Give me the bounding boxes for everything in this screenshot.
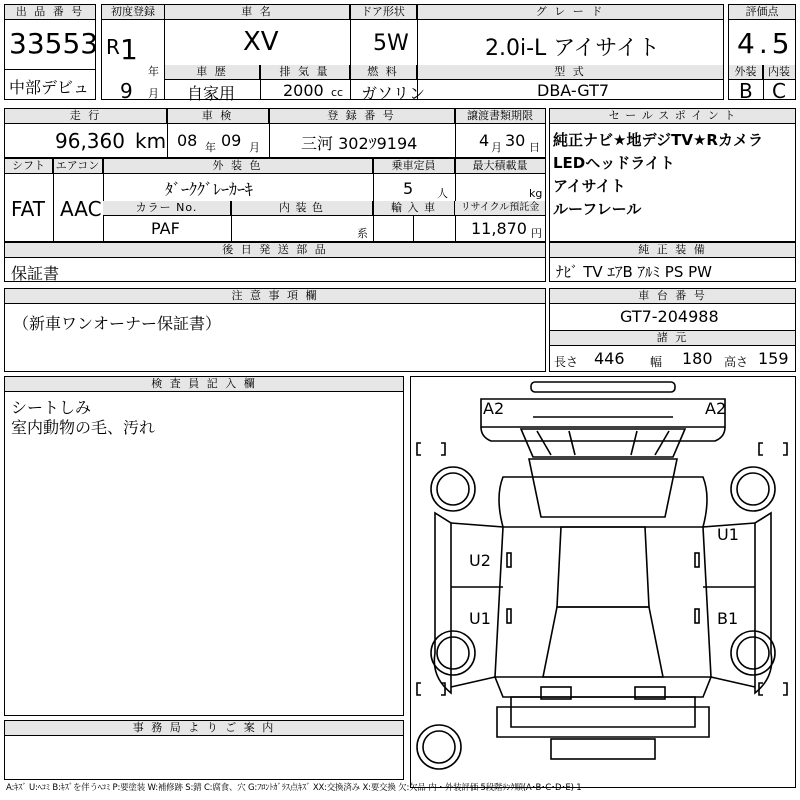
history: 自家用 (187, 84, 236, 103)
capacity-label: 乗車定員 (373, 159, 455, 174)
damage-mark-left-front-door: U2 (469, 551, 491, 570)
sales-points-box (549, 108, 796, 242)
damage-mark-left-rear-door: U1 (469, 609, 491, 628)
reg-year-unit: 年 (148, 65, 159, 78)
inspector-line-1: シートしみ (11, 398, 92, 417)
capacity-unit: 人 (437, 187, 448, 200)
equipment-box (549, 242, 796, 282)
notes-box (4, 288, 546, 372)
car-info-box (164, 4, 724, 103)
recycle-fee: 11,870 (471, 219, 527, 238)
plate-number: 三河 302ﾂ9194 (301, 134, 418, 153)
interior-score: C (772, 79, 786, 103)
listing-number-box (4, 4, 99, 100)
damage-mark-front-left: A2 (483, 399, 505, 418)
car-name: XV (243, 27, 279, 57)
chassis-box (549, 288, 796, 372)
interior-color-label: 内 装 色 (231, 201, 373, 216)
exterior-label: 外装 (729, 65, 763, 80)
office-box (4, 720, 404, 780)
damage-mark-front-right: A2 (705, 399, 727, 418)
mileage-unit: km (135, 129, 167, 153)
row3-box (4, 158, 546, 242)
exterior-score: B (739, 79, 753, 103)
sales-point-1: 純正ナビ★地デジTV★Rカメラ (553, 131, 763, 149)
length-value: 446 (594, 349, 625, 368)
displacement: 2000 (283, 81, 324, 100)
load-label: 最大積載量 (455, 159, 545, 174)
fuel-label: 燃 料 (350, 65, 417, 80)
venue: 中部デビュ (9, 78, 90, 97)
mileage-label: 走 行 (5, 109, 167, 124)
color-no-label: カラー No. (103, 201, 231, 216)
car-outline-svg (411, 377, 795, 787)
shift-label: シフト (5, 159, 53, 174)
car-name-label: 車 名 (165, 5, 350, 20)
sales-point-2: LEDヘッドライト (553, 154, 675, 172)
score-label: 評価点 (729, 5, 795, 20)
interior-label: 内装 (763, 65, 795, 80)
model: DBA-GT7 (537, 81, 610, 100)
load-unit: kg (529, 187, 543, 200)
inspection-month: 09 (221, 131, 242, 150)
model-label: 型 式 (417, 65, 723, 80)
inspection-month-unit: 月 (249, 141, 260, 154)
reg-month: 9 (120, 79, 133, 103)
first-reg-label: 初度登録 (102, 5, 164, 20)
plate-label: 登 録 番 号 (269, 109, 455, 124)
exterior-color: ﾀﾞｰｸｸﾞﾚｰｶｰｷ (165, 180, 254, 199)
listing-number: 33553 (9, 27, 99, 60)
equipment-value: ﾅﾋﾞ TV ｴｱB ｱﾙﾐ PS PW (556, 263, 712, 281)
inspector-line-2: 室内動物の毛、汚れ (11, 418, 156, 437)
notes-value: （新車ワンオーナー保証書） (13, 314, 222, 333)
notes-label: 注 意 事 項 欄 (5, 289, 545, 304)
transfer-day-unit: 日 (529, 141, 540, 154)
inspection-year: 08 (177, 131, 198, 150)
door-label: ドア形状 (350, 5, 417, 20)
parts-box (4, 242, 546, 282)
parts-label: 後 日 発 送 部 品 (5, 243, 545, 258)
listing-number-label: 出 品 番 号 (5, 5, 95, 20)
capacity: 5 (403, 179, 414, 198)
width-value: 180 (682, 349, 713, 368)
inspection-label: 車 検 (167, 109, 269, 124)
interior-color-unit: 系 (357, 227, 368, 240)
recycle-label: リサイクル預託金 (455, 201, 545, 216)
sales-point-3: アイサイト (553, 177, 626, 195)
parts-value: 保証書 (11, 264, 60, 283)
displacement-unit: cc (331, 86, 344, 99)
chassis-label: 車 台 番 号 (550, 289, 795, 304)
grade-label: グ レ ー ド (417, 5, 723, 20)
sales-point-4: ルーフレール (553, 200, 642, 218)
dims-label: 諸 元 (550, 330, 795, 346)
inspector-box (4, 376, 404, 716)
import-label: 輸 入 車 (373, 201, 455, 216)
damage-mark-right-front-door: U1 (717, 525, 739, 544)
first-registration-box (101, 4, 165, 103)
length-label: 長さ (554, 355, 579, 369)
height-value: 159 (758, 349, 789, 368)
row2-box (4, 108, 546, 158)
door-type: 5W (373, 31, 409, 56)
shift: FAT (11, 197, 46, 221)
score-value: 4.5 (737, 27, 794, 60)
fuel: ガソリン (361, 84, 426, 103)
legend-text: A:ｷｽﾞ U:ﾍｺﾐ B:ｷｽﾞを伴うﾍｺﾐ P:要塗装 W:補修跡 S:錆 C:腐食、穴 G:ﾌﾛﾝﾄｶﾞﾗｽ点ｷｽﾞ XX:交換済み X:要交換 欠:欠品 内・外装評価 5段階ﾗﾝｸ順(A･B･C･D･E) 1 (6, 783, 582, 793)
sales-points-label: セ ー ル ス ポ イ ン ト (550, 109, 795, 124)
transfer-day: 30 (505, 131, 526, 150)
inspector-label: 検 査 員 記 入 欄 (5, 377, 403, 392)
reg-year: 1 (120, 33, 138, 66)
ac: AAC (60, 197, 102, 221)
width-label: 幅 (650, 355, 663, 369)
grade: 2.0i-L アイサイト (485, 36, 660, 61)
transfer-month-unit: 月 (491, 141, 502, 154)
transfer-label: 譲渡書類期限 (455, 109, 545, 124)
color-no: PAF (151, 219, 180, 238)
transfer-month: 4 (479, 131, 490, 150)
height-label: 高さ (724, 355, 749, 369)
reg-era: R (106, 35, 120, 59)
displacement-label: 排 気 量 (260, 65, 350, 80)
car-damage-diagram (410, 376, 796, 788)
history-label: 車 歴 (165, 65, 260, 80)
chassis-number: GT7-204988 (620, 307, 719, 326)
damage-mark-right-rear-door: B1 (717, 609, 739, 628)
score-box (728, 4, 796, 103)
mileage: 96,360 (55, 129, 125, 153)
office-label: 事 務 局 よ り ご 案 内 (5, 721, 403, 736)
recycle-unit: 円 (531, 227, 542, 240)
color-label: 外 装 色 (103, 159, 373, 174)
inspection-year-unit: 年 (205, 141, 216, 154)
equipment-label: 純 正 装 備 (550, 243, 795, 258)
ac-label: エアコン (53, 159, 103, 174)
reg-month-unit: 月 (148, 87, 159, 100)
